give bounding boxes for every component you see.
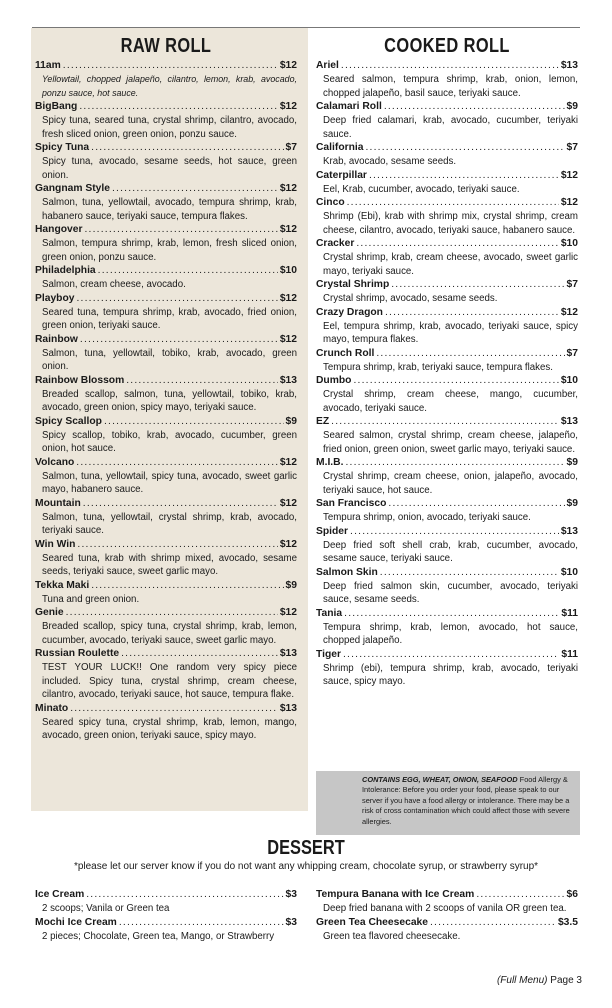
menu-item-description: Salmon, cream cheese, avocado. [42, 279, 186, 290]
menu-item-name: Green Tea Cheesecake [316, 916, 428, 928]
menu-item-header [316, 306, 578, 320]
menu-item-price: $12 [279, 292, 297, 304]
menu-item-price: $13 [560, 60, 578, 71]
dot-leader [331, 415, 559, 429]
menu-item-name: Tania [316, 607, 343, 619]
menu-item-header [316, 916, 578, 930]
dot-leader [385, 306, 559, 320]
menu-item-name: Tempura Banana with Ice Cream [316, 889, 475, 900]
dot-leader [70, 702, 278, 716]
dessert-note: *please let our server know if you do not want any whipping cream, chocolate syrup, or strawberry syrup* [73, 861, 539, 872]
menu-item [316, 888, 578, 916]
menu-item-description: Krab, avocado, sesame seeds. [323, 156, 457, 167]
menu-item-price: $12 [279, 60, 297, 71]
menu-item-price: $10 [560, 375, 578, 386]
menu-item [316, 278, 578, 306]
menu-item-name: Tekka Maki [35, 579, 90, 591]
cooked-roll-title: COOKED ROLL [384, 35, 510, 57]
menu-item-price: $11 [561, 607, 578, 619]
menu-item-name: Spider [316, 525, 349, 537]
raw-roll-list [35, 59, 297, 743]
menu-item-description: Seared spicy tuna, crystal shrimp, krab, lemon, mango, avocado, green onion, teriyaki sauce, spicy mayo. [42, 716, 297, 741]
menu-item-description: Crystal shrimp, cream cheese, onion, jalapeño, avocado, teriyaki sauce, hot sauce. [323, 471, 578, 496]
menu-item-description: Seared salmon, crystal shrimp, cream cheese, jalapeño, fried onion, green onion, sweet garlic mayo, teriyaki sauce. [323, 430, 578, 455]
cooked-roll-list [316, 59, 578, 689]
menu-item [316, 916, 578, 944]
dot-leader [341, 59, 559, 73]
menu-item-name: Caterpillar [316, 169, 367, 181]
menu-item [316, 415, 578, 456]
menu-item-name: Cinco [316, 197, 345, 208]
menu-item-name: Genie [35, 607, 64, 618]
dot-leader [79, 100, 277, 114]
menu-item-header [35, 888, 297, 902]
menu-item-name: EZ [316, 416, 330, 427]
menu-item [35, 415, 297, 456]
menu-item-price: $9 [566, 498, 578, 509]
menu-item-header [35, 333, 297, 347]
menu-item-description: Spicy scallop, tobiko, krab, avocado, cucumber, green onion, hot sauce. [42, 429, 297, 454]
menu-item-header [35, 182, 297, 196]
dot-leader [126, 374, 278, 388]
menu-item-price: $12 [279, 456, 297, 468]
footer-label: (Full Menu) [496, 975, 548, 986]
menu-item-header [316, 347, 578, 361]
menu-item-name: Minato [35, 702, 69, 714]
dot-leader [344, 607, 559, 621]
dot-leader [63, 59, 278, 73]
menu-item-name: M.I.B. [316, 457, 344, 468]
menu-item [35, 497, 297, 538]
menu-item-name: Salmon Skin [316, 566, 378, 578]
menu-item-name: Crazy Dragon [316, 306, 383, 318]
menu-item-header [35, 647, 297, 661]
menu-item [35, 916, 297, 944]
allergy-details: Food Allergy & Intolerance: Before you order your food, please speak to our server if you have a food allergy or intolerance. There may be a risk of cross contamination which could affect those with severe allergies. [362, 775, 570, 826]
dot-leader [343, 648, 559, 662]
menu-item-description: Eel, tempura shrimp, krab, avocado, teriyaki sauce, spicy mayo, tempura flakes. [323, 320, 578, 345]
menu-item-header [35, 916, 297, 930]
menu-item [316, 374, 578, 415]
menu-item-price: $12 [279, 333, 297, 345]
menu-item-name: Mountain [35, 497, 81, 509]
menu-item [316, 566, 578, 607]
menu-item-header [35, 292, 297, 306]
dot-leader [83, 497, 278, 511]
menu-item-price: $3 [285, 889, 297, 900]
menu-item-description: Tempura shrimp, krab, teriyaki sauce, tempura flakes. [323, 361, 553, 373]
menu-item [35, 702, 297, 743]
menu-item-name: BigBang [35, 101, 78, 112]
menu-item-name: Playboy [35, 292, 75, 304]
menu-item-name: Ariel [316, 60, 339, 71]
menu-item-name: Spicy Scallop [35, 415, 102, 427]
dot-leader [430, 916, 556, 930]
dot-leader [366, 141, 565, 155]
menu-item [316, 59, 578, 100]
menu-item-price: $7 [566, 142, 578, 153]
menu-item-description: Deep fried banana with 2 scoops of vanila OR green tea. [323, 903, 567, 914]
menu-item [35, 59, 297, 100]
menu-item [35, 647, 297, 702]
dot-leader [76, 456, 278, 470]
dot-leader [347, 196, 559, 210]
menu-item-header [35, 606, 297, 620]
dot-leader [104, 415, 284, 429]
menu-item-price: $9 [566, 457, 578, 468]
menu-item-header [316, 456, 578, 470]
menu-item-name: Gangnam Style [35, 183, 110, 194]
menu-item-price: $13 [560, 525, 578, 537]
menu-item-header [35, 374, 297, 388]
menu-item [316, 196, 578, 237]
menu-item-name: Crunch Roll [316, 347, 375, 359]
menu-item [35, 579, 297, 607]
menu-item-description: Eel, Krab, cucumber, avocado, teriyaki sauce. [323, 183, 520, 195]
menu-item-name: Win Win [35, 538, 76, 550]
menu-item-header [316, 415, 578, 429]
menu-item-price: $11 [561, 648, 578, 660]
menu-item-header [316, 648, 578, 662]
dot-leader [98, 264, 278, 278]
dot-leader [376, 347, 564, 361]
dot-leader [384, 100, 565, 114]
menu-item-name: Spicy Tuna [35, 142, 90, 153]
menu-item-description: Breaded scallop, salmon, tuna, yellowtail, tobiko, krab, avocado, green onion, spicy mayo, teriyaki sauce. [42, 388, 297, 413]
menu-item-name: California [316, 142, 364, 153]
menu-item-price: $10 [560, 566, 578, 578]
menu-item-name: Crystal Shrimp [316, 279, 390, 290]
menu-item-header [316, 196, 578, 210]
menu-item [35, 538, 297, 579]
menu-item-description: Spicy tuna, avocado, sesame seeds, hot sauce, green onion. [42, 156, 297, 181]
menu-item [316, 607, 578, 648]
dot-leader [86, 888, 283, 902]
menu-item-header [316, 607, 578, 621]
menu-item-price: $9 [566, 101, 578, 112]
menu-item-header [316, 59, 578, 73]
menu-item-description: TEST YOUR LUCK!! One random very spicy piece included. Spicy tuna, crystal shrimp, cream cheese, cilantro, avocado, teriyaki sauce, hot sauce, tempura flake. [42, 662, 297, 700]
menu-item-description: 2 pieces; Chocolate, Green tea, Mango, or Strawberry [42, 930, 275, 942]
allergy-contains: CONTAINS EGG, WHEAT, ONION, SEAFOOD [362, 775, 518, 784]
menu-item-name: Philadelphia [35, 265, 96, 276]
cooked-roll-column [316, 34, 578, 689]
menu-item-price: $12 [279, 497, 297, 509]
menu-item-description: Tempura shrimp, onion, avocado, teriyaki sauce. [323, 512, 531, 523]
menu-item-header [316, 374, 578, 388]
menu-item-header [35, 100, 297, 114]
menu-item-price: $3 [285, 916, 297, 928]
allergy-notice [362, 775, 576, 827]
dot-leader [66, 606, 278, 620]
menu-item-header [316, 888, 578, 902]
menu-item-price: $9 [285, 415, 297, 427]
menu-item-header [316, 278, 578, 292]
menu-item-price: $13 [279, 702, 297, 714]
menu-item-header [35, 59, 297, 73]
menu-item-header [35, 141, 297, 155]
dot-leader [91, 141, 283, 155]
dot-leader [80, 333, 278, 347]
menu-item-header [316, 141, 578, 155]
dot-leader [388, 497, 564, 511]
menu-item [316, 347, 578, 375]
menu-item-header [35, 415, 297, 429]
menu-item-price: $13 [279, 374, 297, 386]
menu-item-description: Tuna and green onion. [42, 593, 140, 605]
menu-item [35, 333, 297, 374]
menu-item-description: Yellowtail, chopped jalapeño, cilantro, lemon, krab, avocado, ponzu sauce, hot sauce. [42, 74, 297, 98]
menu-item-header [316, 566, 578, 580]
menu-item [35, 606, 297, 647]
menu-item-name: Russian Roulette [35, 648, 120, 659]
menu-item-description: Shrimp (Ebi), krab with shrimp mix, crystal shrimp, cream cheese, cilantro, avocado, teriyaki sauce, habanero sauce. [323, 211, 578, 236]
menu-item-description: Deep fried salmon skin, cucumber, avocado, teriyaki sauce, sesame seeds. [323, 580, 578, 605]
menu-item-header [35, 702, 297, 716]
menu-item-name: Volcano [35, 456, 75, 468]
menu-item-description: Seared salmon, tempura shrimp, krab, onion, lemon, chopped jalapeño, basil sauce, teriyaki sauce. [323, 74, 578, 99]
menu-item [35, 888, 297, 916]
dot-leader [380, 566, 559, 580]
menu-item [35, 223, 297, 264]
menu-item [316, 497, 578, 525]
menu-item [35, 100, 297, 141]
dessert-right-column [316, 888, 578, 943]
menu-item-name: San Francisco [316, 498, 387, 509]
menu-item-price: $13 [279, 648, 297, 659]
menu-item [316, 306, 578, 347]
menu-item [316, 169, 578, 197]
menu-item-description: Crystal shrimp, cream cheese, mango, cucumber, avocado, teriyaki sauce. [323, 389, 578, 414]
menu-item-description: Salmon, tempura shrimp, krab, lemon, fresh sliced onion, green onion, ponzu sauce. [42, 238, 297, 263]
dot-leader [119, 916, 284, 930]
menu-item-description: Crystal shrimp, avocado, sesame seeds. [323, 293, 498, 304]
menu-item-price: $12 [560, 306, 578, 318]
menu-item-price: $3.5 [557, 916, 578, 928]
menu-item-price: $12 [560, 197, 578, 208]
dot-leader [369, 169, 559, 183]
menu-item-header [35, 538, 297, 552]
menu-item [35, 374, 297, 415]
dot-leader [350, 525, 559, 539]
menu-item-header [316, 237, 578, 251]
menu-item [316, 141, 578, 169]
menu-item-price: $12 [279, 101, 297, 112]
page-footer [497, 975, 582, 986]
menu-item [35, 182, 297, 223]
menu-item-price: $10 [279, 265, 297, 276]
dot-leader [91, 579, 283, 593]
menu-item [35, 141, 297, 182]
menu-item-name: 11am [35, 60, 61, 71]
menu-item-price: $12 [279, 538, 297, 550]
menu-item-description: Crystal shrimp, krab, cream cheese, avocado, sweet garlic mayo, teriyaki sauce. [323, 252, 578, 277]
menu-item-description: Breaded scallop, spicy tuna, crystal shrimp, krab, lemon, cucumber, avocado, teriyaki sauce, sweet garlic mayo. [42, 621, 297, 646]
menu-item-description: Salmon, tuna, yellowtail, avocado, tempura shrimp, krab, habanero sauce, teriyaki sauce, tempura flakes. [42, 197, 297, 222]
menu-item [316, 525, 578, 566]
menu-item-price: $10 [560, 238, 578, 249]
page-number: Page 3 [550, 975, 582, 986]
menu-item-description: Spicy tuna, seared tuna, crystal shrimp, cilantro, avocado, fresh sliced onion, green onion, ponzu sauce. [42, 115, 297, 140]
menu-item-description: Green tea flavored cheesecake. [323, 930, 461, 942]
menu-item [35, 456, 297, 497]
menu-item [35, 264, 297, 292]
menu-item-price: $12 [279, 224, 297, 235]
menu-item-header [35, 579, 297, 593]
menu-item [316, 237, 578, 278]
dot-leader [121, 647, 278, 661]
dot-leader [112, 182, 278, 196]
menu-item [316, 648, 578, 689]
menu-item-price: $7 [566, 279, 578, 290]
dot-leader [77, 292, 278, 306]
menu-item-description: 2 scoops; Vanila or Green tea [42, 903, 170, 914]
menu-item [35, 292, 297, 333]
menu-item-description: Deep fried soft shell crab, krab, cucumber, avocado, sesame sauce, teriyaki sauce. [323, 539, 578, 564]
menu-item-description: Salmon, tuna, yellowtail, tobiko, krab, avocado, green onion. [42, 347, 297, 372]
menu-item-header [35, 223, 297, 237]
menu-item-price: $9 [285, 579, 297, 591]
menu-item-name: Mochi Ice Cream [35, 916, 117, 928]
dot-leader [391, 278, 564, 292]
menu-item [316, 100, 578, 141]
menu-item-price: $7 [285, 142, 297, 153]
menu-item-description: Seared tuna, krab with shrimp mixed, avocado, sesame seeds, teriyaki sauce, sweet garlic mayo. [42, 552, 297, 577]
menu-item-name: Dumbo [316, 375, 352, 386]
menu-item-name: Ice Cream [35, 889, 85, 900]
dot-leader [345, 456, 564, 470]
menu-item-description: Salmon, tuna, yellowtail, crystal shrimp, krab, avocado, teriyaki sauce. [42, 511, 297, 536]
menu-item-name: Calamari Roll [316, 101, 382, 112]
menu-item [316, 456, 578, 497]
menu-item-description: Seared tuna, tempura shrimp, krab, avocado, fried onion, green onion, teriyaki sauce. [42, 306, 297, 331]
dot-leader [356, 237, 558, 251]
menu-item-header [316, 525, 578, 539]
menu-item-description: Shrimp (ebi), tempura shrimp, krab, avocado, teriyaki sauce, spicy mayo. [323, 662, 578, 687]
menu-item-description: Salmon, tuna, yellowtail, spicy tuna, avocado, sweet garlic mayo, habanero sauce. [42, 470, 297, 495]
menu-item-name: Hangover [35, 224, 83, 235]
menu-item-name: Rainbow Blossom [35, 374, 125, 386]
menu-item-price: $12 [560, 169, 578, 181]
dot-leader [353, 374, 558, 388]
menu-item-header [316, 100, 578, 114]
menu-item-header [35, 456, 297, 470]
menu-item-description: Deep fried calamari, krab, avocado, cucumber, teriyaki sauce. [323, 115, 578, 140]
raw-roll-title: RAW ROLL [120, 35, 212, 57]
menu-item-price: $6 [566, 889, 578, 900]
menu-item-header [35, 264, 297, 278]
dot-leader [77, 538, 277, 552]
menu-item-header [316, 497, 578, 511]
dot-leader [85, 223, 278, 237]
dot-leader [476, 888, 564, 902]
menu-item-price: $7 [566, 347, 578, 359]
dessert-left-column [35, 888, 297, 943]
dessert-title: DESSERT [267, 837, 345, 859]
menu-item-price: $12 [279, 607, 297, 618]
menu-item-name: Rainbow [35, 333, 78, 345]
raw-roll-column [35, 34, 297, 743]
menu-item-header [316, 169, 578, 183]
menu-item-header [35, 497, 297, 511]
menu-item-price: $13 [560, 416, 578, 427]
menu-item-name: Tiger [316, 648, 341, 660]
menu-item-price: $12 [279, 183, 297, 194]
menu-item-name: Cracker [316, 238, 355, 249]
menu-item-description: Tempura shrimp, krab, lemon, avocado, hot sauce, chopped jalapeño. [323, 621, 578, 646]
